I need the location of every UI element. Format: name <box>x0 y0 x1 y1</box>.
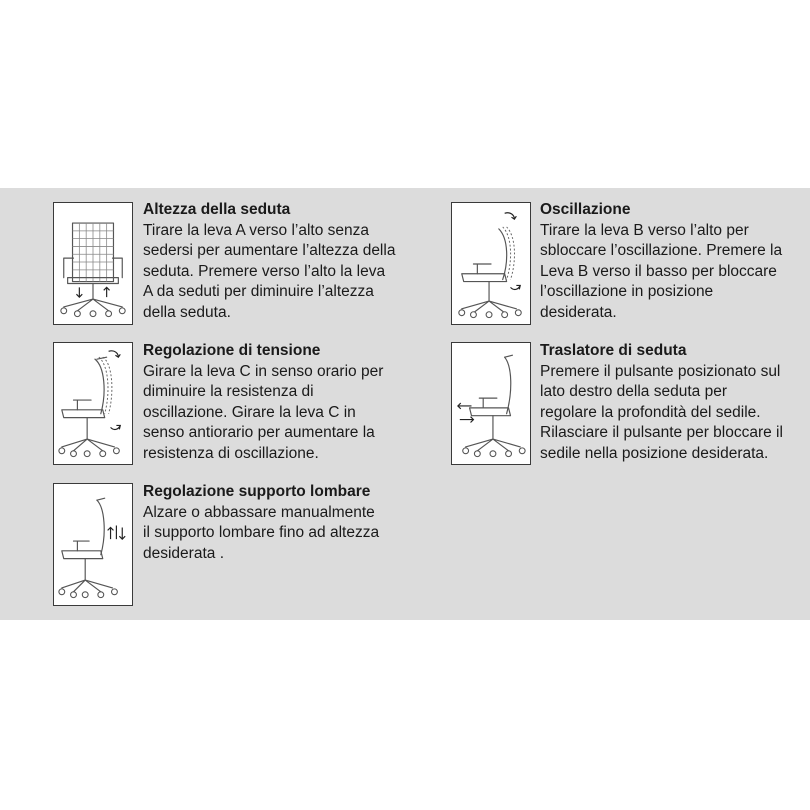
section-line: desiderata . <box>143 544 224 562</box>
section-line: Leva B verso il basso per bloccare <box>540 262 777 280</box>
section-title: Altezza della seduta <box>143 201 291 218</box>
section-title: Traslatore di seduta <box>540 342 687 359</box>
section-line: Girare la leva C in senso orario per <box>143 362 384 380</box>
section-line: diminuire la resistenza di <box>143 383 314 400</box>
chair-tension-icon <box>53 342 133 465</box>
section-line: desiderata. <box>540 303 617 321</box>
section-line: Tirare la leva B verso l’alto per <box>540 221 749 239</box>
chair-lumbar-icon <box>53 483 133 606</box>
section-line: regolare la profondità del sedile. <box>540 403 761 421</box>
section-line: sedersi per aumentare l’altezza della <box>143 242 396 259</box>
section-tension <box>143 341 403 464</box>
section-line: oscillazione. Girare la leva C in <box>143 403 356 421</box>
section-line: l’oscillazione in posizione <box>540 283 714 300</box>
section-line: senso antiorario per aumentare la <box>143 424 375 441</box>
section-tilt <box>540 200 800 323</box>
chair-seat-slide-icon <box>451 342 531 465</box>
chair-tilt-icon <box>451 202 531 325</box>
section-line: Premere il pulsante posizionato sul <box>540 362 781 380</box>
section-title: Oscillazione <box>540 201 631 218</box>
section-line: della seduta. <box>143 303 231 321</box>
section-lumbar <box>143 482 403 564</box>
section-line: Tirare la leva A verso l’alto senza <box>143 221 370 239</box>
section-line: sedile nella posizione desiderata. <box>540 444 769 462</box>
section-title: Regolazione supporto lombare <box>143 483 371 500</box>
section-line: Alzare o abbassare manualmente <box>143 503 375 521</box>
section-title: Regolazione di tensione <box>143 342 321 359</box>
section-line: sbloccare l’oscillazione. Premere la <box>540 242 783 259</box>
section-line: Rilasciare il pulsante per bloccare il <box>540 424 783 441</box>
section-line: lato destro della seduta per <box>540 383 727 400</box>
section-line: resistenza di oscillazione. <box>143 444 319 462</box>
section-line: A da seduti per diminuire l’altezza <box>143 283 374 300</box>
chair-height-icon <box>53 202 133 325</box>
section-height <box>143 200 403 323</box>
section-line: seduta. Premere verso l’alto la leva <box>143 262 386 280</box>
section-line: il supporto lombare fino ad altezza <box>143 524 380 541</box>
section-seat-slide <box>540 341 800 464</box>
